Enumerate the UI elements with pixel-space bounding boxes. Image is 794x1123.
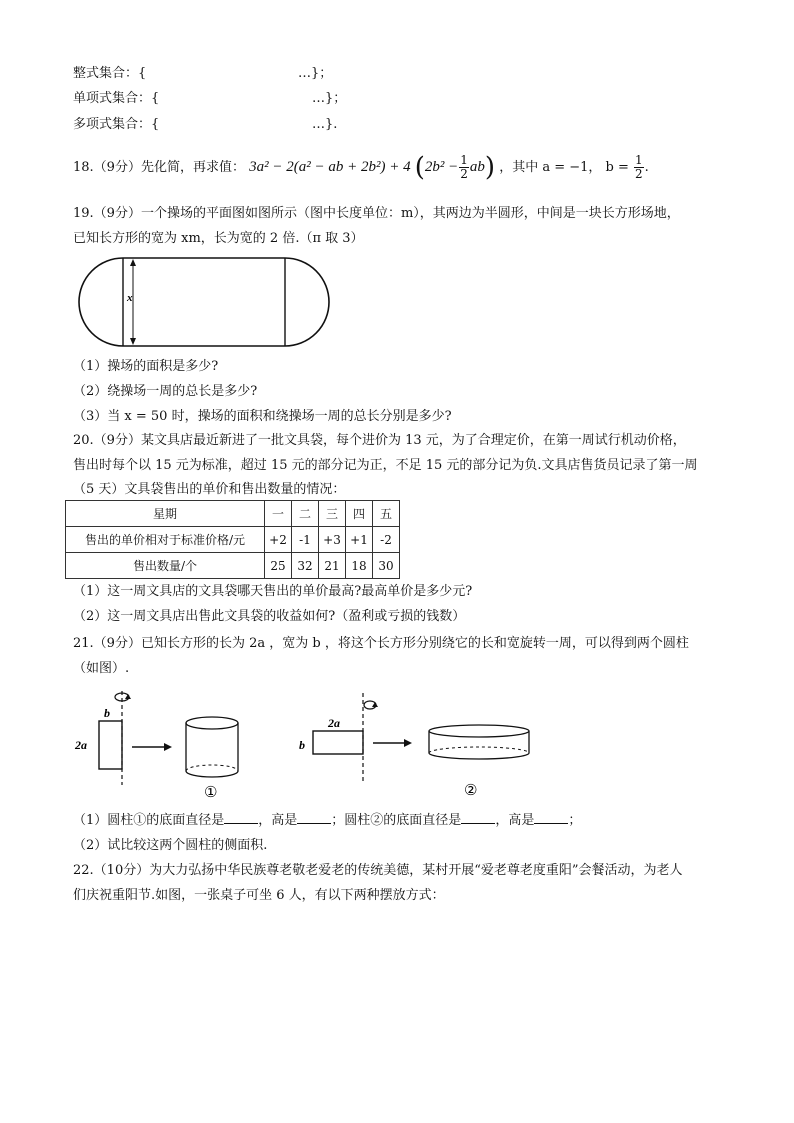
q18-b-fraction: $\frac{1}{2}$ <box>635 153 643 181</box>
q22-line1: 22.（10分）为大力弘扬中华民族尊老敬老爱老的传统美德，某村开展“爱老尊老度重阳”会餐活动，为老人 <box>73 863 683 878</box>
table-cell: 25 <box>265 553 292 579</box>
rectangle-1 <box>99 721 122 769</box>
cylinder-1-bottom-hidden <box>186 765 238 771</box>
answer-blank[interactable] <box>534 811 568 824</box>
q21-sub1-part-e: ； <box>568 813 582 828</box>
q18-expr-part1: 3a² − 2(a² − ab + 2b²) + 4 <box>249 159 411 175</box>
q20-sub1: （1）这一周文具店的文具袋哪天售出的单价最高?最高单价是多少元? <box>73 584 473 599</box>
q19-line1: 19.（9分）一个操场的平面图如图所示（图中长度单位：m），其两边为半圆形，中间是一块长方形场地， <box>73 206 680 221</box>
polynomial-set-label: 整式集合：{ <box>73 66 147 81</box>
q22-line2: 们庆祝重阳节.如图，一张桌子可坐 6 人，有以下两种摆放方式： <box>73 888 445 903</box>
playground-outline <box>79 258 329 346</box>
table-cell: +2 <box>265 527 292 553</box>
table-cell: -1 <box>292 527 319 553</box>
cylinder-2-bottom <box>429 753 529 759</box>
answer-blank[interactable] <box>224 811 258 824</box>
multinomial-set-label: 多项式集合：{ <box>73 117 160 132</box>
monomial-set-label: 单项式集合：{ <box>73 91 160 106</box>
label-2a-1: 2a <box>75 738 87 752</box>
q20-line2: 售出时每个以 15 元为标准，超过 15 元的部分记为正，不足 15 元的部分记为负.文具店售货员记录了第一周 <box>73 458 698 473</box>
table-row <box>66 553 400 579</box>
header-cell: 星期 <box>66 501 265 527</box>
q18-head: 18.（9分）先化简，再求值： <box>73 160 245 175</box>
q21-sub1 <box>73 811 581 830</box>
rotation-arrow-head-2 <box>372 702 378 707</box>
q20-line3: （5 天）文具袋售出的单价和售出数量的情况： <box>73 482 346 497</box>
table-cell: 18 <box>346 553 373 579</box>
table-header-row <box>66 501 400 527</box>
q21-sub1-part-b: ，高是 <box>258 813 298 828</box>
q19-line2: 已知长方形的宽为 xm，长为宽的 2 倍.（π 取 3） <box>73 231 364 246</box>
answer-blank[interactable] <box>461 811 495 824</box>
arrow-1-head <box>164 743 172 751</box>
q19-sub3: （3）当 x = 50 时，操场的面积和绕操场一周的总长分别是多少? <box>73 409 452 424</box>
table-cell: 售出的单价相对于标准价格/元 <box>66 527 265 553</box>
q18-condition: ，其中 a = −1， b = <box>499 160 629 175</box>
header-cell: 四 <box>346 501 373 527</box>
q18-right-paren: ) <box>484 152 496 183</box>
q18-end: . <box>644 160 649 175</box>
polynomial-set-close: …}； <box>298 66 333 81</box>
header-cell: 一 <box>265 501 292 527</box>
width-arrow-head-bottom <box>130 338 136 345</box>
sales-table <box>65 500 400 579</box>
cylinder-2-bottom-hidden <box>429 747 529 753</box>
header-cell: 二 <box>292 501 319 527</box>
q21-sub1-part-a: （1）圆柱①的底面直径是 <box>73 813 225 828</box>
q21-line1: 21.（9分）已知长方形的长为 2a ，宽为 b ，将这个长方形分别绕它的长和宽旋转一周，可以得到两个圆柱 <box>73 636 689 651</box>
q18-expr-part2: 2b² − <box>424 159 459 175</box>
header-cell: 五 <box>373 501 400 527</box>
q21-sub1-part-d: ，高是 <box>495 813 535 828</box>
rotation-arrow-head-1 <box>125 694 131 699</box>
table-cell: +1 <box>346 527 373 553</box>
cylinder-2-top <box>429 725 529 737</box>
cylinder-1-top <box>186 717 238 729</box>
width-arrow-head-top <box>130 259 136 266</box>
label-b-2: b <box>299 738 305 752</box>
width-label-x: x <box>127 292 133 304</box>
q21-sub2: （2）试比较这两个圆柱的侧面积. <box>73 838 268 853</box>
q18-left-paren: ( <box>414 152 425 183</box>
monomial-set-close: …}； <box>312 91 347 106</box>
q18-expr-part3: ab <box>469 159 485 175</box>
answer-blank[interactable] <box>297 811 331 824</box>
multinomial-set-close: …}. <box>312 117 338 132</box>
q18-line <box>73 152 649 183</box>
table-cell: 30 <box>373 553 400 579</box>
q18-fraction-half: $\frac{1}{2}$ <box>460 153 468 181</box>
header-cell: 三 <box>319 501 346 527</box>
q21-line2: （如图）. <box>73 661 130 676</box>
q20-line1: 20.（9分）某文具店最近新进了一批文具袋，每个进价为 13 元，为了合理定价，在第一周试行机动价格， <box>73 433 686 448</box>
label-2a-2: 2a <box>328 716 340 730</box>
rectangle-2 <box>313 731 363 754</box>
label-b-1: b <box>104 706 110 720</box>
cylinder-1-bottom <box>186 771 238 777</box>
table-cell: -2 <box>373 527 400 553</box>
arrow-2-head <box>404 739 412 747</box>
cylinder-figure <box>70 685 570 805</box>
cylinder-1-number: ① <box>204 783 218 801</box>
table-cell: +3 <box>319 527 346 553</box>
cylinder-2-number: ② <box>464 781 478 799</box>
table-cell: 售出数量/个 <box>66 553 265 579</box>
table-row <box>66 527 400 553</box>
playground-figure <box>75 254 335 354</box>
q19-sub2: （2）绕操场一周的总长是多少? <box>73 384 258 399</box>
q21-sub1-part-c: ；圆柱②的底面直径是 <box>331 813 462 828</box>
q19-sub1: （1）操场的面积是多少? <box>73 359 219 374</box>
q20-sub2: （2）这一周文具店出售此文具袋的收益如何?（盈利或亏损的钱数） <box>73 609 466 624</box>
table-cell: 32 <box>292 553 319 579</box>
table-cell: 21 <box>319 553 346 579</box>
